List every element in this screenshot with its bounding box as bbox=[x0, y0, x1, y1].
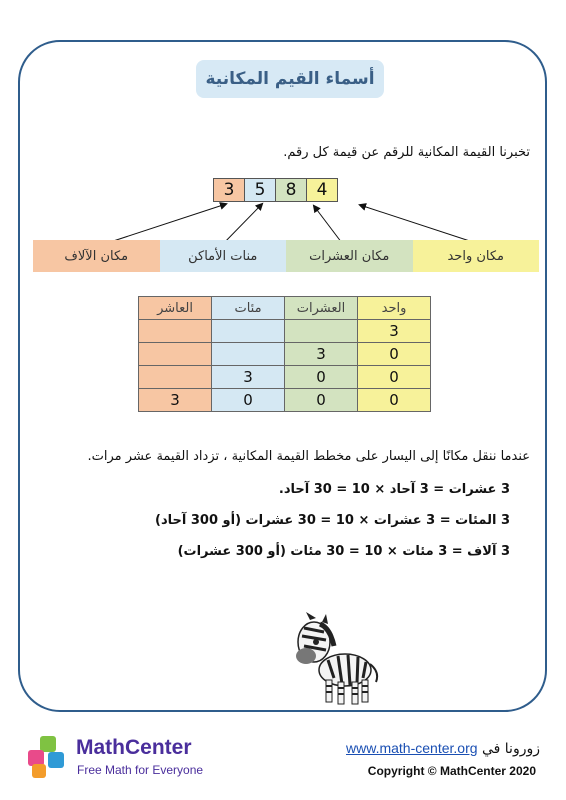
copyright-text: Copyright © MathCenter 2020 bbox=[367, 764, 536, 778]
table-cell: 0 bbox=[285, 389, 358, 412]
table-header-row bbox=[139, 297, 431, 320]
visit-line bbox=[300, 740, 540, 757]
table-cell bbox=[139, 343, 212, 366]
digit-hundreds: 5 bbox=[244, 178, 276, 202]
table-cell: 0 bbox=[285, 366, 358, 389]
place-tens: مكان العشرات bbox=[286, 240, 413, 272]
header-thousands: العاشر bbox=[139, 297, 212, 320]
table-cell bbox=[139, 320, 212, 343]
table-cell: 0 bbox=[358, 389, 431, 412]
table-cell bbox=[212, 343, 285, 366]
table-cell: 0 bbox=[212, 389, 285, 412]
place-ones: مكان واحد bbox=[413, 240, 540, 272]
digit-ones: 4 bbox=[306, 178, 338, 202]
table-cell bbox=[285, 320, 358, 343]
table-cell: 3 bbox=[139, 389, 212, 412]
table-row bbox=[139, 343, 431, 366]
table-cell: 0 bbox=[358, 366, 431, 389]
table-cell: 3 bbox=[358, 320, 431, 343]
brand-name: MathCenter bbox=[76, 736, 192, 759]
table-cell bbox=[139, 366, 212, 389]
brand-tagline: Free Math for Everyone bbox=[77, 763, 204, 777]
place-names-bar bbox=[33, 240, 539, 272]
digit-thousands: 3 bbox=[213, 178, 245, 202]
table-cell: 3 bbox=[212, 366, 285, 389]
equation-thousands: 3 آلاف = 3 مئات × 10 = 30 مئات (أو 300 عشرات) bbox=[177, 544, 510, 559]
header-hundreds: مئات bbox=[212, 297, 285, 320]
table-row bbox=[139, 320, 431, 343]
place-thousands: مكان الآلاف bbox=[33, 240, 160, 272]
zebra-illustration bbox=[290, 612, 380, 712]
visit-text: زورونا في bbox=[481, 741, 540, 757]
place-value-table bbox=[138, 296, 431, 412]
intro-text: تخبرنا القيمة المكانية للرقم عن قيمة كل رقم. bbox=[283, 145, 530, 160]
table-row bbox=[139, 366, 431, 389]
table-cell bbox=[212, 320, 285, 343]
equation-tens: 3 عشرات = 3 آحاد × 10 = 30 آحاد. bbox=[278, 482, 510, 497]
header-tens: العشرات bbox=[285, 297, 358, 320]
mathcenter-logo-icon bbox=[26, 734, 72, 780]
rule-paragraph: عندما ننقل مكانًا إلى اليسار على مخطط القيمة المكانية ، تزداد القيمة عشر مرات. bbox=[87, 449, 530, 464]
table-cell: 0 bbox=[358, 343, 431, 366]
place-hundreds: منات الأماكن bbox=[160, 240, 287, 272]
table-row bbox=[139, 389, 431, 412]
equation-hundreds: 3 المئات = 3 عشرات × 10 = 30 عشرات (أو 300 آحاد) bbox=[155, 513, 510, 528]
website-link[interactable]: www.math-center.org bbox=[346, 740, 478, 756]
digit-tens: 8 bbox=[275, 178, 307, 202]
table-cell: 3 bbox=[285, 343, 358, 366]
header-ones: واحد bbox=[358, 297, 431, 320]
worksheet-title: أسماء القيم المكانية bbox=[196, 60, 384, 98]
